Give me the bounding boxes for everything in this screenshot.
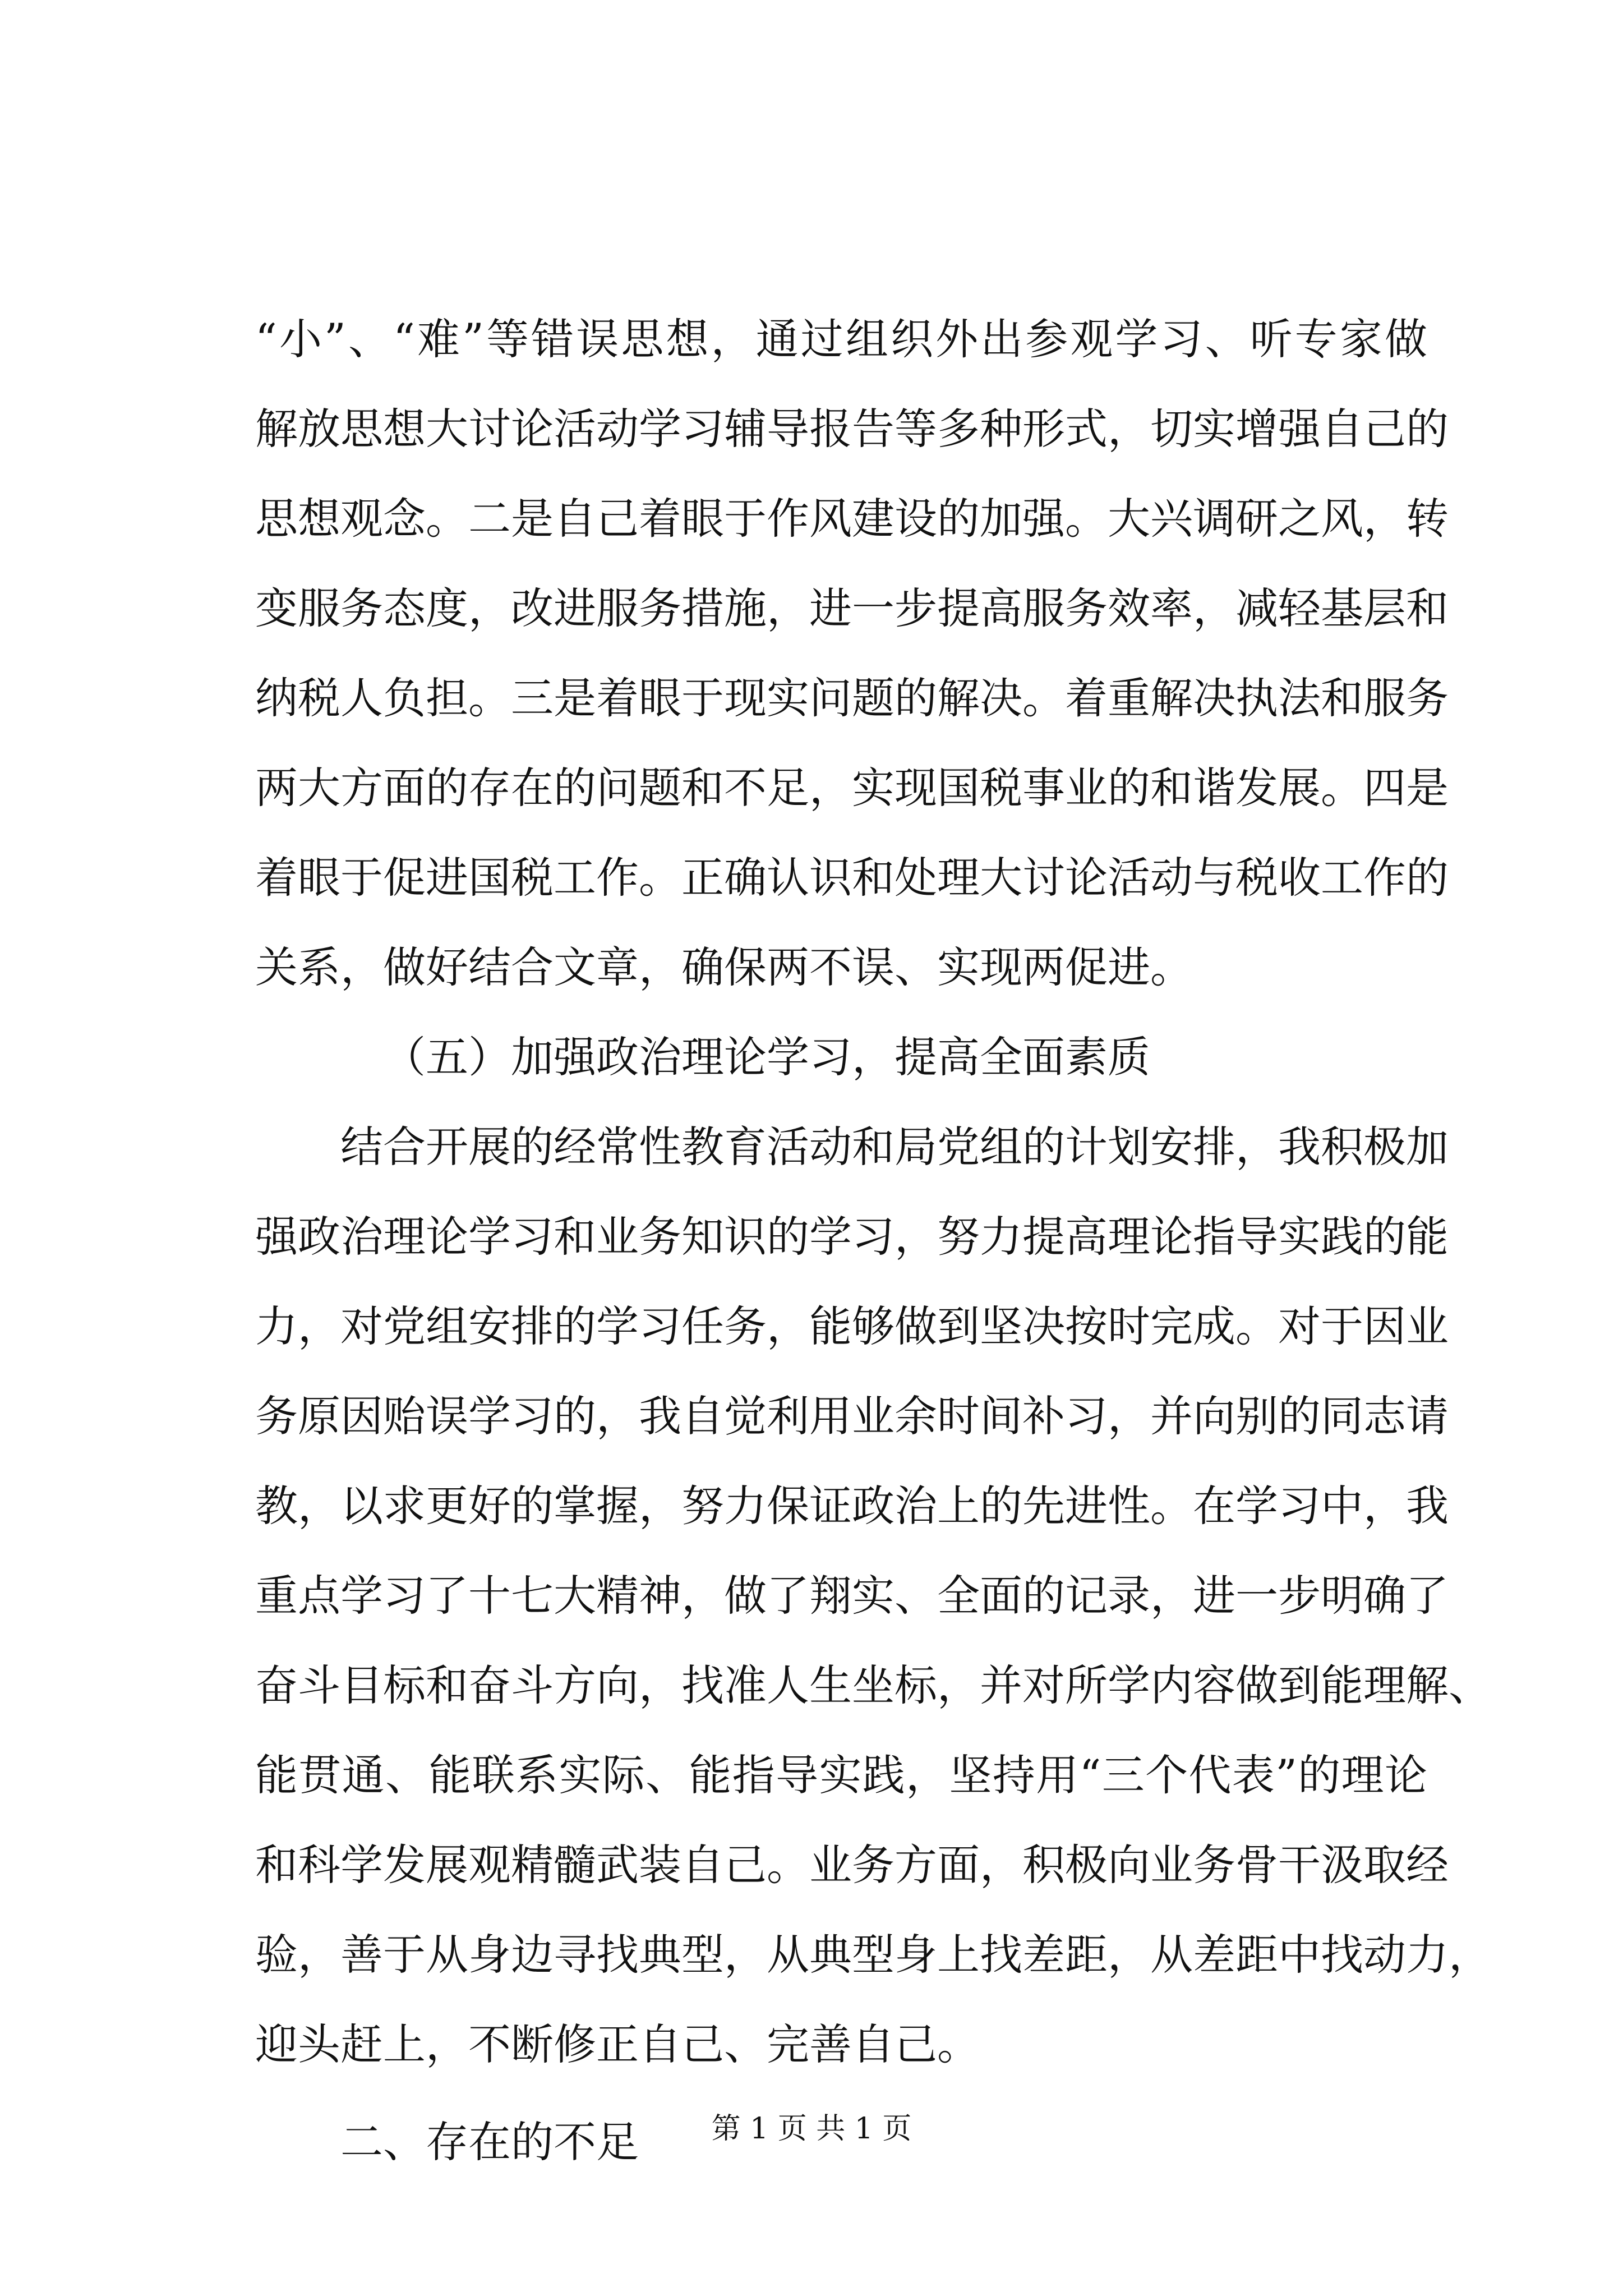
text-line: 验，善于从身边寻找典型，从典型身上找差距，从差距中找动力， — [255, 1930, 1491, 1980]
text-line: 奋斗目标和奋斗方向，找准人生坐标，并对所学内容做到能理解、 — [255, 1660, 1491, 1710]
text-line: 教，以求更好的掌握，努力保证政治上的先进性。在学习中，我 — [255, 1481, 1449, 1531]
text-line: 思想观念。二是自己着眼于作风建设的加强。大兴调研之风，转 — [255, 494, 1449, 544]
section-heading-2: 二、存在的不足 — [340, 2117, 639, 2167]
text-line: 务原因贻误学习的，我自觉利用业余时间补习，并向别的同志请 — [255, 1391, 1449, 1441]
text-line: 两大方面的存在的问题和不足，实现国税事业的和谐发展。四是 — [255, 763, 1449, 813]
text-line: 力，对党组安排的学习任务，能够做到坚决按时完成。对于因业 — [255, 1301, 1449, 1351]
text-line: 迎头赶上，不断修正自己、完善自己。 — [255, 2019, 980, 2069]
text-line: 变服务态度，改进服务措施，进一步提高服务效率，减轻基层和 — [255, 583, 1449, 633]
document-body — [255, 295, 1491, 2187]
text-line: 能贯通、能联系实际、能指导实践，坚持用“三个代表”的理论 — [255, 1750, 1427, 1800]
text-line: 强政治理论学习和业务知识的学习，努力提高理论指导实践的能 — [255, 1212, 1449, 1262]
page-footer: 第 1 页 共 1 页 — [711, 2112, 912, 2146]
paragraph-continuation — [255, 295, 1449, 1013]
text-line: 和科学发展观精髓武装自己。业务方面，积极向业务骨干汲取经 — [255, 1840, 1449, 1890]
text-line: 纳税人负担。三是着眼于现实问题的解决。着重解决执法和服务 — [255, 673, 1449, 723]
text-line: 重点学习了十七大精神，做了翔实、全面的记录，进一步明确了 — [255, 1571, 1449, 1621]
text-line: 着眼于促进国税工作。正确认识和处理大讨论活动与税收工作的 — [255, 853, 1449, 903]
text-line: 关系，做好结合文章，确保两不误、实现两促进。 — [255, 942, 1193, 992]
paragraph-study — [255, 1102, 1491, 2090]
section-heading-5: （五）加强政治理论学习，提高全面素质 — [383, 1032, 1150, 1082]
text-line: 解放思想大讨论活动学习辅导报告等多种形式，切实增强自己的 — [255, 404, 1449, 454]
text-line: “小”、“难”等错误思想，通过组织外出参观学习、听专家做 — [255, 314, 1427, 364]
text-line: 结合开展的经常性教育活动和局党组的计划安排，我积极加 — [340, 1122, 1449, 1172]
